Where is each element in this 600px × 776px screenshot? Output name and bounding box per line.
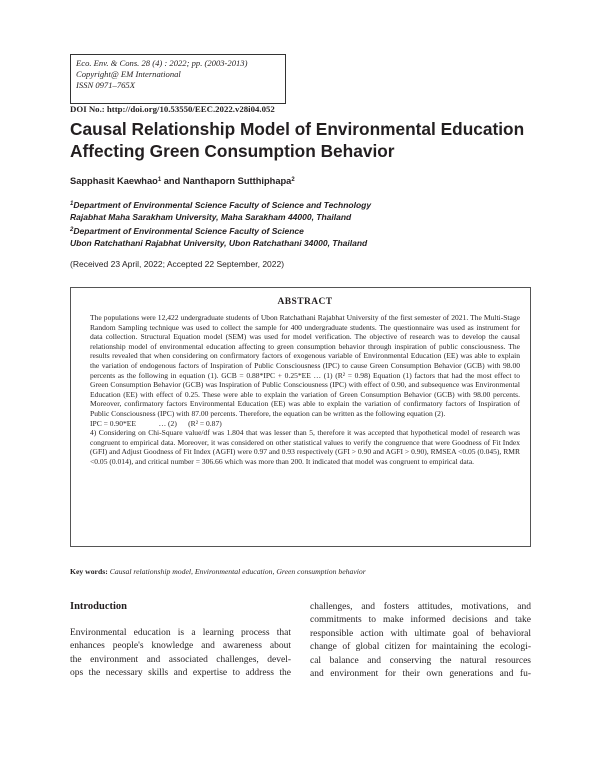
affiliation-line	[70, 211, 540, 223]
paper-title: Causal Relationship Model of Environmental Education Affecting Green Consumption Behavior	[70, 119, 525, 161]
journal-copyright: Copyright@ EM International	[76, 68, 181, 79]
keywords-text: Causal relationship model, Environmental education, Green consumption behavior	[107, 567, 366, 576]
author-affiliation-mark: 2	[291, 177, 295, 183]
affiliation-university: Ubon Ratchathani Rajabhat University, Ubon Ratchathani 34000, Thailand	[70, 237, 368, 248]
journal-volume: Eco. Env. & Cons. 28 (4) : 2022; pp. (2003-2013)	[76, 58, 248, 68]
author-connector: and	[161, 176, 183, 186]
body-line: the environment and associated challenges, devel-	[70, 654, 291, 665]
body-line: ops the necessary skills and expertise to address the	[70, 668, 291, 679]
abstract-equation: IPC = 0.90*EE … (2) (R² = 0.87)	[90, 418, 222, 428]
section-heading-introduction: Introduction	[70, 601, 127, 612]
body-column-left	[70, 627, 291, 681]
affiliation-department: Department of Environmental Science Faculty of Science	[73, 225, 304, 236]
affiliation-line	[70, 224, 540, 237]
body-line: and environment for their own generations and fu-	[310, 669, 531, 680]
body-line: Environmental education is a learning process that	[70, 628, 291, 638]
doi-link[interactable]: DOI No.: http://doi.org/10.53550/EEC.2022.v28i04.052	[70, 104, 275, 114]
affiliations	[70, 198, 540, 249]
abstract-paragraph: The populations were 12,422 undergraduate students of Ubon Ratchathani Rajabhat University of the first semester of 2021. The Multi-Stage Random Sampling technique was used to collect the sample for 400 undergraduate students. The questionnaire was used as instrument for data collection. Structural Equation model (SEM) was used for model verification. The objective of research was to develop the causal relationship model of environmental education affecting to green consumption behavior through inspiration of public consciousness. The results revealed that when considering on confirmatory factors of exogenous variable of Environmental Education (EE) was able to explain the variation of endogenous factors of Inspiration of Public Consciousness (IPC) to cause Green Consumption Behavior (GCB) with 98.00 percents as the following in equation (1). GCB = 0.88*IPC + 0.25*EE … (1) (R² = 0.98) Equation (1) factors that had the most effect to Green Consumption Behavior (GCB) was Inspiration of Public Consciousness (IPC) with effect of 0.90, and subsequence was Environmental Education (EE) with effect of 0.25. These were able to explain the variation of Green Consumption Behavior (GCB) with 98.00 percents. Moreover, confirmatory factors Environmental Education (EE) was able to explain the variation of confirmatory factors of Inspiration of Public Consciousness (IPC) with 87.00 percents. Therefore, the equation can be written as the following equation (2).	[90, 313, 520, 418]
affiliation-department: Department of Environmental Science Faculty of Science and Technology	[73, 200, 372, 210]
abstract-body	[90, 313, 520, 467]
keywords	[70, 567, 540, 576]
abstract-heading: ABSTRACT	[277, 297, 333, 307]
body-column-right	[310, 601, 531, 681]
received-dates: (Received 23 April, 2022; Accepted 22 September, 2022)	[70, 259, 285, 269]
affiliation-line	[70, 237, 540, 249]
affiliation-university: Rajabhat Maha Sarakham University, Maha Sarakham 44000, Thailand	[70, 212, 352, 223]
body-line: commitments to make informed decisions and take	[310, 615, 531, 626]
body-line: challenges, and fosters attitudes, motivations, and	[310, 602, 531, 612]
keywords-label: Key words:	[70, 567, 108, 576]
journal-issn: ISSN 0971–765X	[76, 79, 135, 90]
author-affiliation-mark: 1	[157, 177, 162, 183]
author-name: Nanthaporn Sutthiphapa	[182, 176, 292, 186]
author-list	[70, 176, 295, 186]
affiliation-mark: 1	[70, 201, 74, 207]
body-line: enhances people's knowledge and awareness about	[70, 641, 291, 652]
author-name: Sapphasit Kaewhao	[70, 176, 158, 186]
body-line: change of global citizen for maintaining the ecologi-	[310, 642, 531, 653]
abstract-paragraph: 4) Considering on Chi-Square value/df was 1.804 that was lesser than 5, therefore it was accepted that hypothetical model of research was congruent to empirical data. Moreover, it was considered on other statistical values to verify the congruence that were Goodness of Fit Index (GFI) and Adjust Goodness of Fit Index (AGFI) were 0.97 and 0.93 respectively (GFI > 0.90 and AGFI > 0.90), RMSEA <0.05 (0.045), RMR <0.05 (0.014), and critical number = 306.66 which was more than 200. It indicated that model was congruent to empirical data.	[90, 428, 520, 466]
journal-citation-box	[70, 54, 286, 104]
affiliation-line	[70, 198, 540, 211]
affiliation-mark: 2	[70, 226, 74, 233]
abstract-box	[70, 287, 531, 547]
body-line: cal balance and conserving the natural resources	[310, 655, 531, 666]
body-line: responsible action with ultimate goal of behavioral	[310, 628, 531, 639]
